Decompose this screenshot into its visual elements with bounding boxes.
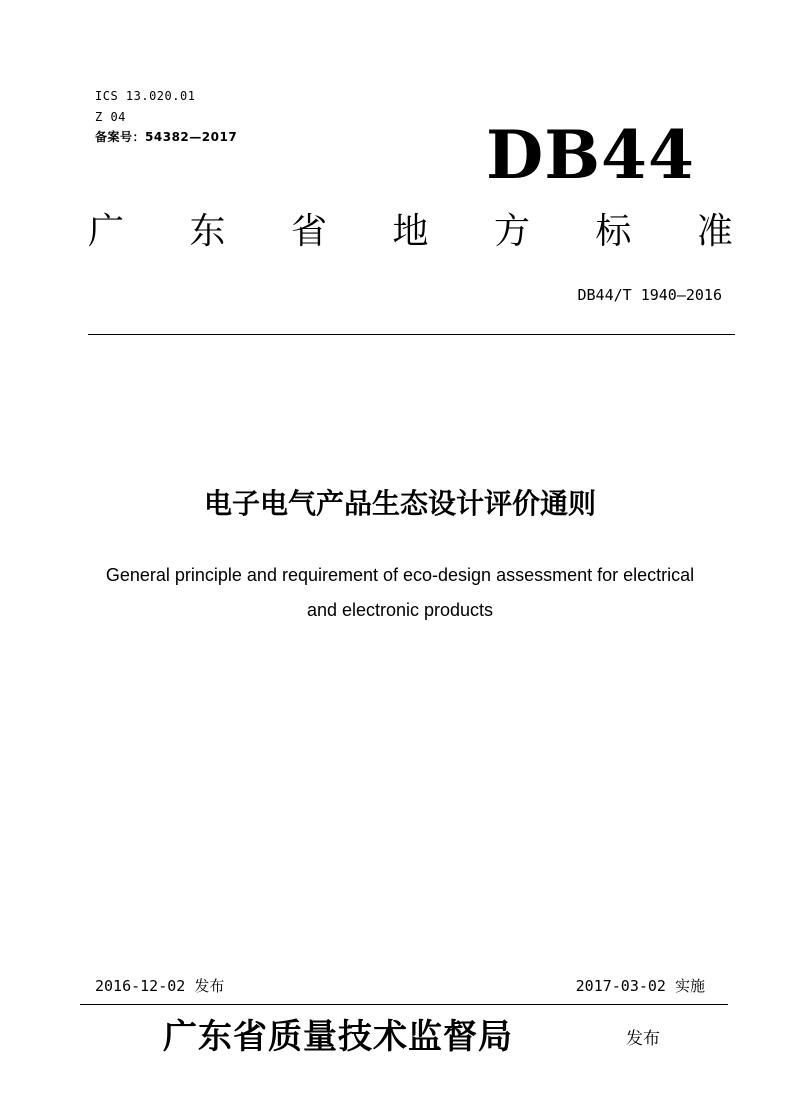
standard-type-char: 广	[88, 211, 125, 252]
implement-date: 2017-03-02	[575, 977, 666, 995]
standard-type-char: 准	[696, 211, 733, 252]
implement-date-line	[576, 976, 705, 996]
standard-type-char: 省	[290, 211, 327, 252]
issuer-name: 广东省质量技术监督局	[163, 1017, 513, 1057]
issue-label: 发布	[194, 977, 225, 995]
issuer-suffix: 发布	[626, 1029, 660, 1049]
standard-logo: DB44	[486, 116, 695, 194]
chinese-title: 电子电气产品生态设计评价通则	[203, 487, 596, 520]
implement-label: 实施	[674, 977, 705, 995]
ics-code: ICS 13.020.01	[95, 89, 196, 103]
issue-date-line	[95, 976, 224, 996]
record-number: 54382—2017	[145, 130, 238, 144]
standard-type-char: 东	[189, 211, 226, 252]
standard-type-char: 地	[392, 211, 429, 252]
standard-type-char: 标	[595, 211, 632, 252]
standard-type-char: 方	[493, 211, 530, 252]
footer-divider	[80, 1004, 728, 1005]
issue-date: 2016-12-02	[95, 977, 186, 995]
classification-code: Z 04	[95, 110, 126, 124]
english-title-line-1: General principle and requirement of eco-design assessment for electrical	[105, 565, 695, 585]
standard-type-title	[88, 208, 733, 256]
record-label: 备案号：	[95, 130, 146, 144]
english-title-line-2: and electronic products	[306, 600, 494, 620]
standard-number: DB44/T 1940—2016	[577, 286, 722, 304]
header-divider	[88, 334, 735, 335]
record-number-line	[95, 130, 237, 144]
